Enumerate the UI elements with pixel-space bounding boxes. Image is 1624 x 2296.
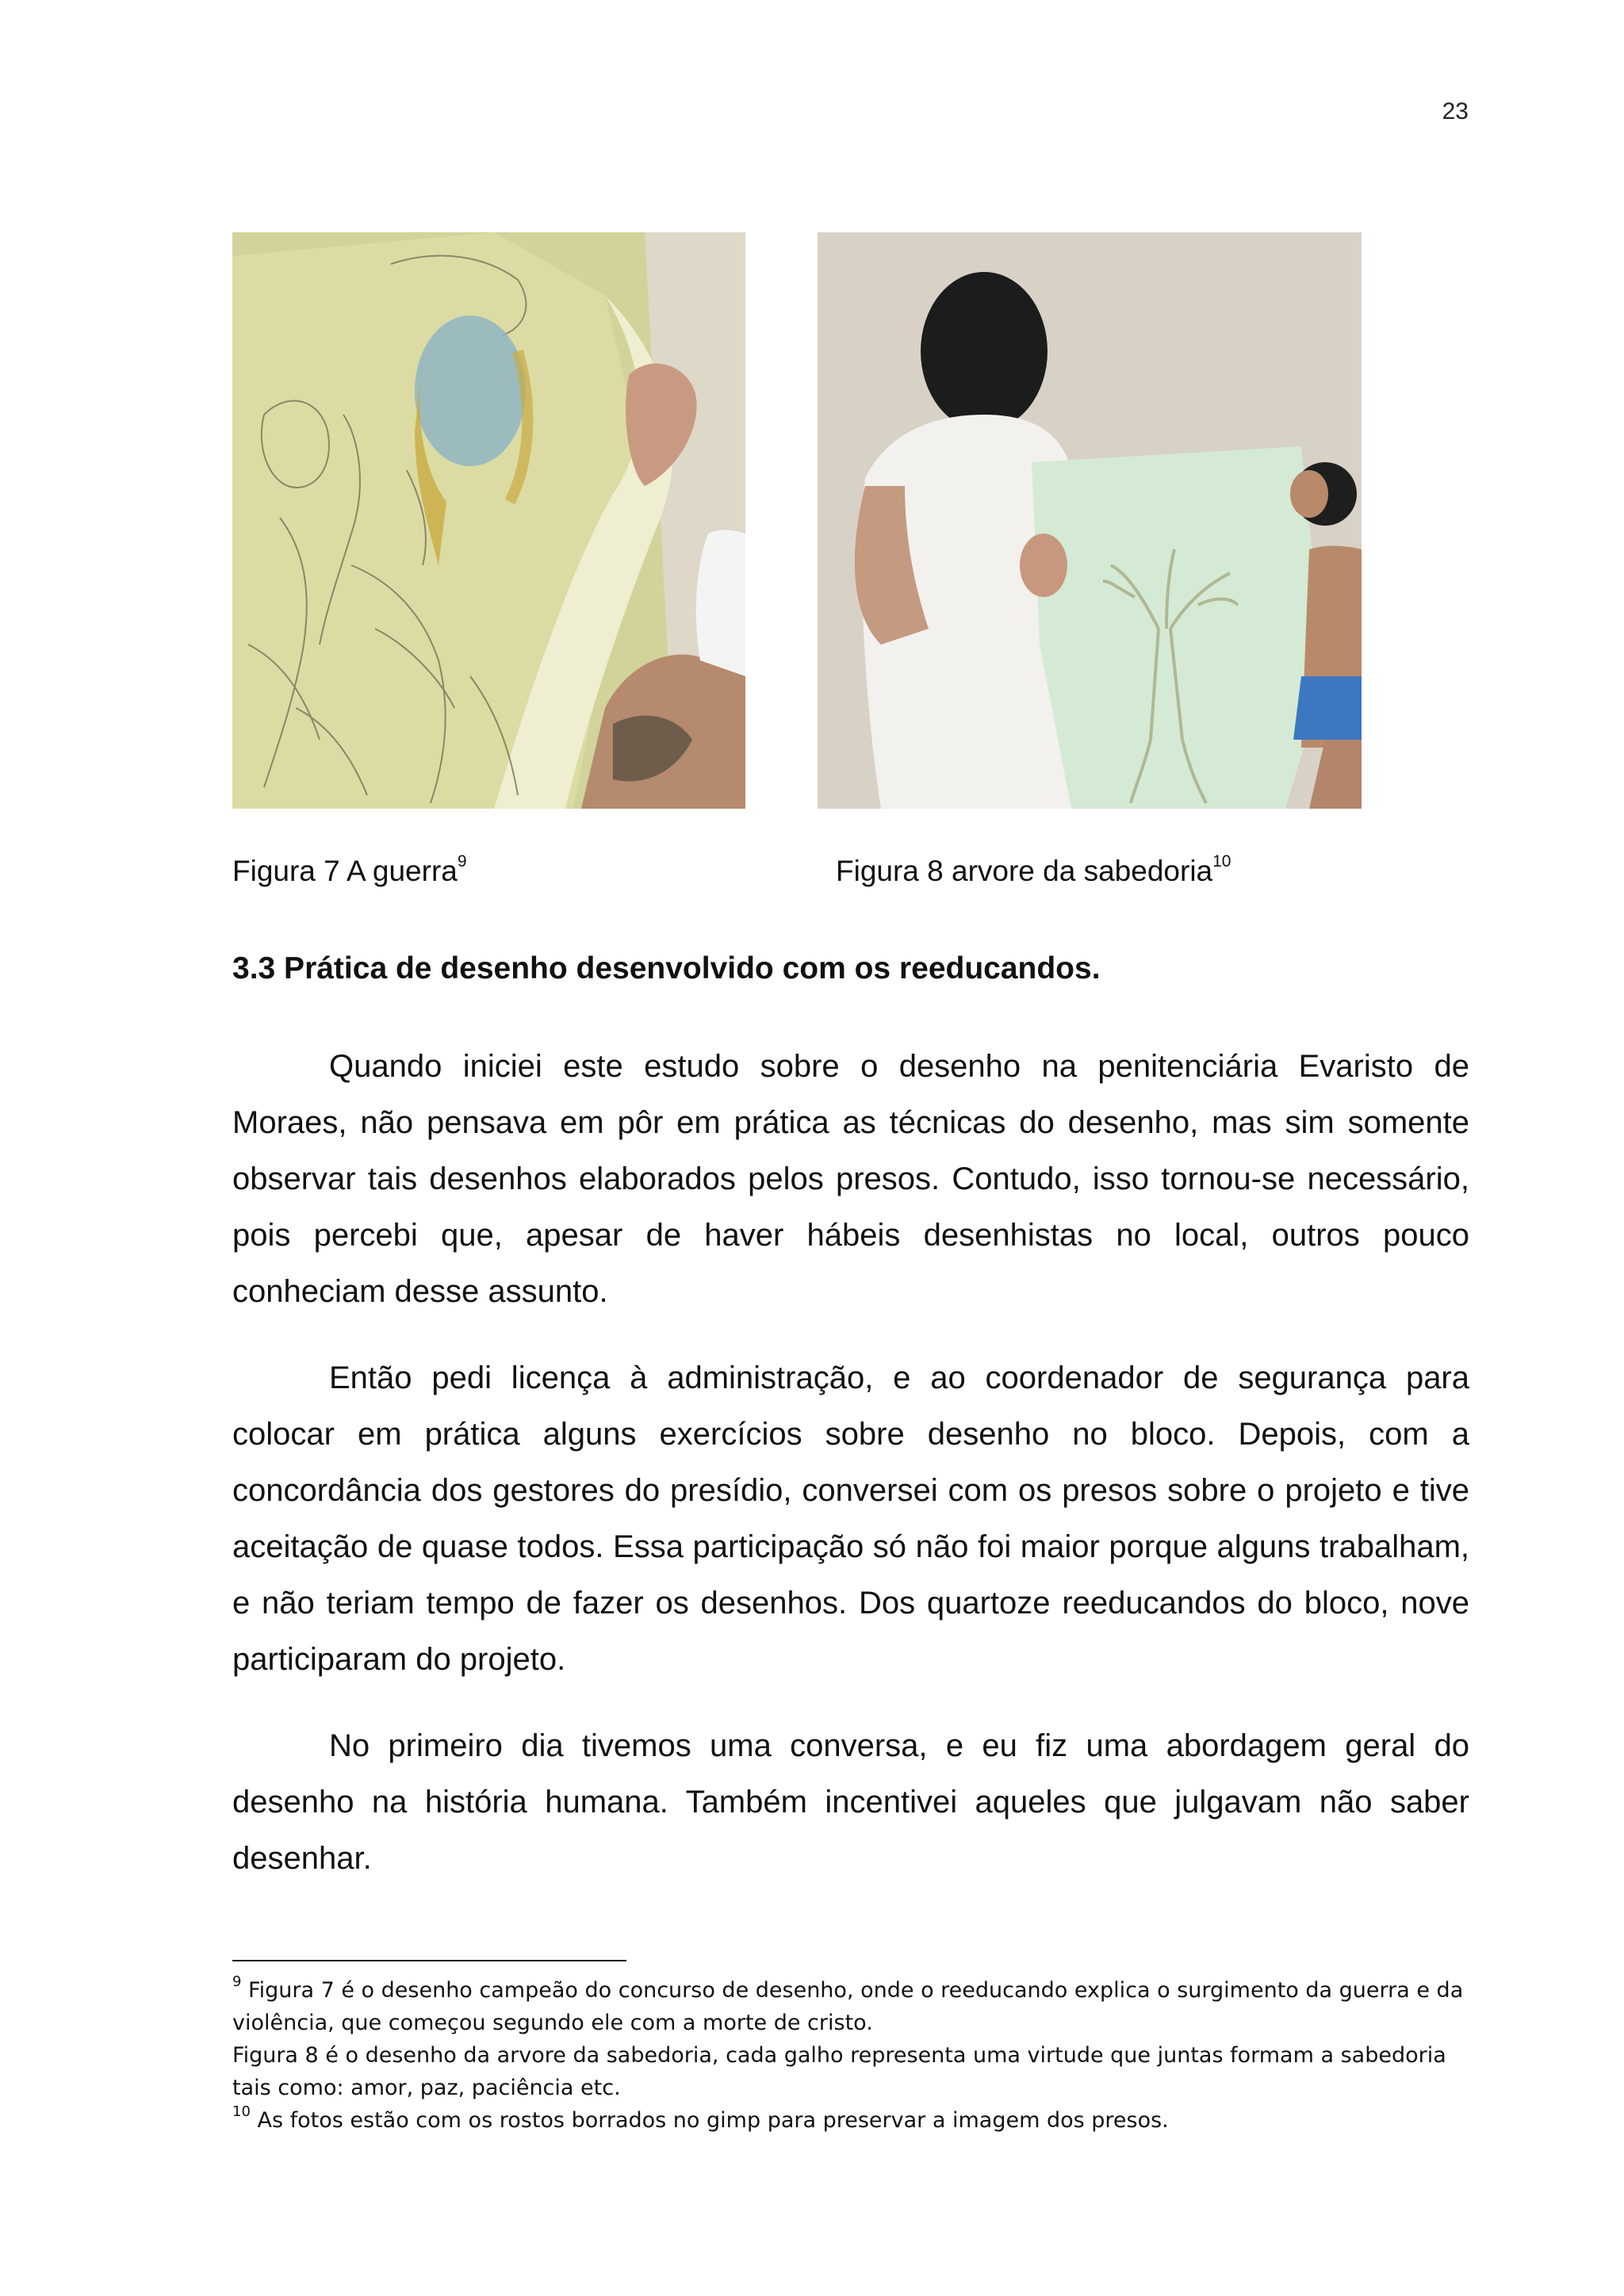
footnote-9: $^9$ Figura 7 é o desenho campeão do concurso de desenho, onde o reeducando explica o surgimento da guerra e da violência, que começou segundo ele com a morte de cristo.	[232, 1973, 1464, 2035]
paragraph-2: Então pedi licença à administração, e ao coordenador de segurança para colocar em prática alguns exercícios sobre desenho no bloco. Depois, com a concordância dos gestores do presídio, conversei com os presos sobre o projeto e tive aceitação de quase todos. Essa participação só não foi maior porque alguns trabalham, e não teriam tempo de fazer os desenhos. Dos quartoze reeducandos do bloco, nove participaram do projeto.	[232, 1360, 1469, 1677]
footnote-marker: 9	[232, 1973, 242, 1990]
footnote-ref-10: 10	[1212, 852, 1231, 871]
paragraph-1: Quando iniciei este estudo sobre o desenho na penitenciária Evaristo de Moraes, não pensava em pôr em prática as técnicas do desenho, mas sim somente observar tais desenhos elaborados pelos presos. Contudo, isso tornou-se necessário, pois percebi que, apesar de haver hábeis desenhistas no local, outros pouco conheciam desse assunto.	[232, 1049, 1469, 1309]
footnote-10: $^{10}$ As fotos estão com os rostos borrados no gimp para preservar a imagem dos presos.	[232, 2103, 1169, 2133]
figure-8-caption: Figura 8 arvore da sabedoria$^{10}$	[836, 852, 1231, 887]
footnote-9-continued: Figura 8 é o desenho da arvore da sabedoria, cada galho representa uma virtude que juntas formam a sabedoria tais como: amor, paz, paciência etc.	[232, 2043, 1446, 2100]
footnotes	[232, 1974, 1477, 2137]
paragraph-3: No primeiro dia tivemos uma conversa, e eu fiz uma abordagem geral do desenho na história humana. Também incentivei aqueles que julgavam não saber desenhar.	[232, 1728, 1469, 1876]
footnote-marker: 10	[232, 2103, 251, 2120]
figure-8-photo	[818, 232, 1362, 809]
section-heading: 3.3 Prática de desenho desenvolvido com os reeducandos.	[232, 951, 1101, 985]
figure-7-photo	[232, 232, 745, 809]
page-number: 23	[1442, 98, 1469, 124]
figure-7-caption: Figura 7 A guerra$^9$	[232, 852, 467, 887]
footnote-ref-9: 9	[457, 852, 467, 871]
footnote-separator	[232, 1960, 626, 1961]
